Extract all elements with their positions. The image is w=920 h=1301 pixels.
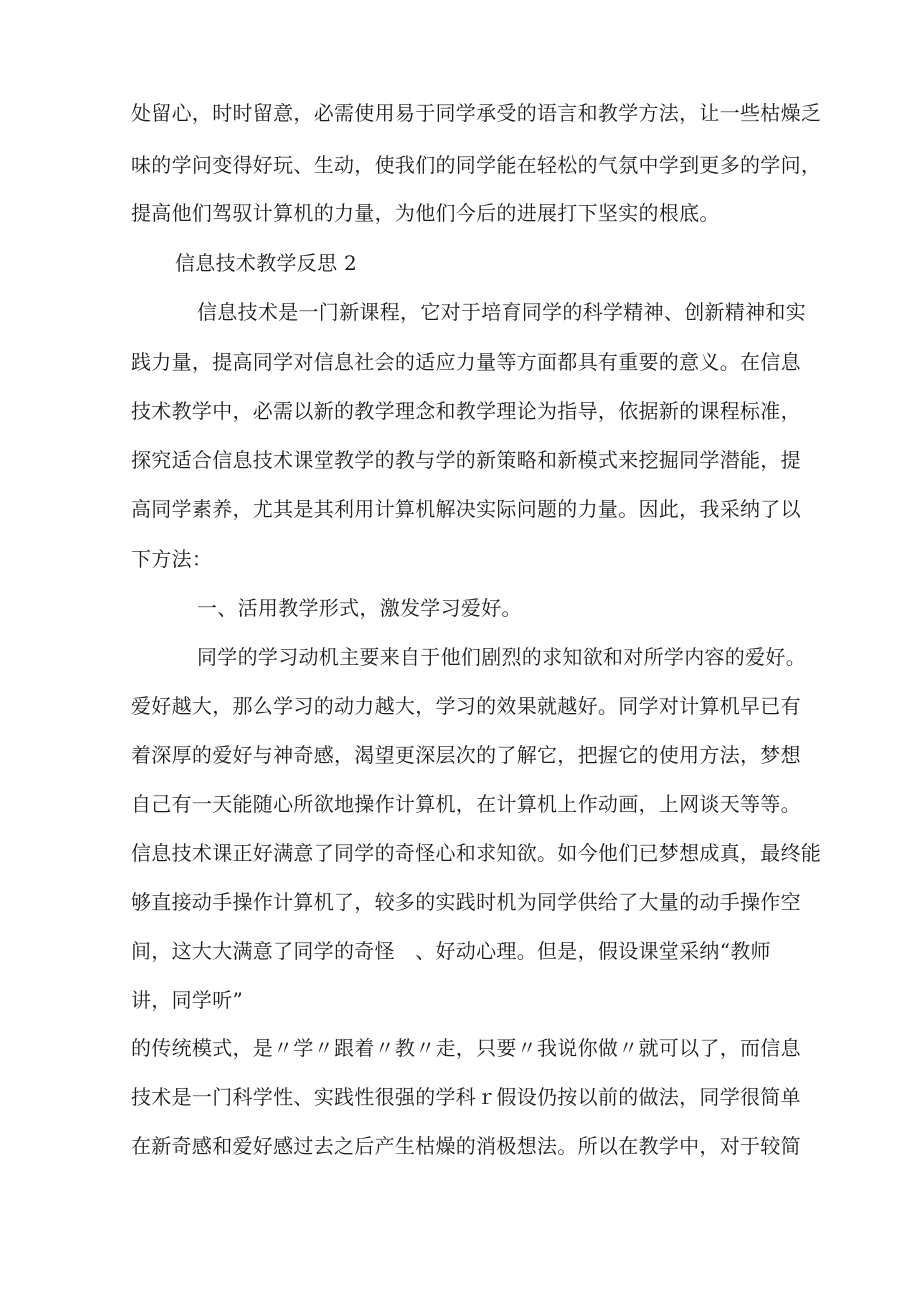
text-line: 讲，同学听”	[131, 988, 244, 1012]
text-line: 够直接动手操作计算机了，较多的实践时机为同学供给了大量的动手操作空	[131, 890, 801, 914]
text-line: 间，这大大满意了同学的奇怪 、好动心理。但是，假设课堂采纳“教师	[131, 939, 771, 963]
text-line: 处留心，时时留意，必需使用易于同学承受的语言和教学方法，让一些枯燥乏	[131, 101, 822, 125]
text-line: 爱好越大，那么学习的动力越大，学习的效果就越好。同学对计算机早已有	[131, 694, 801, 718]
text-line: 探究适合信息技术课堂教学的教与学的新策略和新模式来挖掘同学潜能，提	[131, 448, 801, 472]
text-line: 在新奇感和爱好感过去之后产生枯燥的消极想法。所以在教学中，对于较简	[131, 1134, 801, 1158]
text-line: 高同学素养，尤其是其利用计算机解决实际问题的力量。因此，我采纳了以	[131, 497, 801, 521]
text-line: 下方法：	[131, 547, 213, 571]
text-line: 着深厚的爱好与神奇感，渴望更深层次的了解它，把握它的使用方法，梦想	[131, 743, 801, 767]
text-line: 提高他们驾驭计算机的力量，为他们今后的进展打下坚实的根底。	[131, 201, 720, 225]
subsection-heading: 一、活用教学形式，激发学习爱好。	[197, 596, 522, 620]
text-line: 技术是一门科学性、实践性很强的学科ｒ假设仍按以前的做法，同学很简单	[131, 1085, 801, 1109]
text-line: 味的学问变得好玩、生动，使我们的同学能在轻松的气氛中学到更多的学问，	[131, 153, 822, 177]
section-heading: 信息技术教学反思 2	[175, 251, 358, 275]
text-line: 自己有一天能随心所欲地操作计算机，在计算机上作动画，上网谈天等等。	[131, 792, 801, 816]
text-line: 践力量，提高同学对信息社会的适应力量等方面都具有重要的意义。在信息	[131, 350, 801, 374]
text-line: 同学的学习动机主要来自于他们剧烈的求知欲和对所学内容的爱好。	[197, 645, 806, 669]
text-line: 的传统模式，是〃学〃跟着〃教〃走，只要〃我说你做〃就可以了，而信息	[131, 1036, 801, 1060]
text-line: 信息技术是一门新课程，它对于培育同学的科学精神、创新精神和实	[197, 300, 806, 324]
text-line: 技术教学中，必需以新的教学理念和教学理论为指导，依据新的课程标准，	[131, 399, 801, 423]
text-line: 信息技术课正好满意了同学的奇怪心和求知欲。如今他们已梦想成真，最终能	[131, 841, 822, 865]
